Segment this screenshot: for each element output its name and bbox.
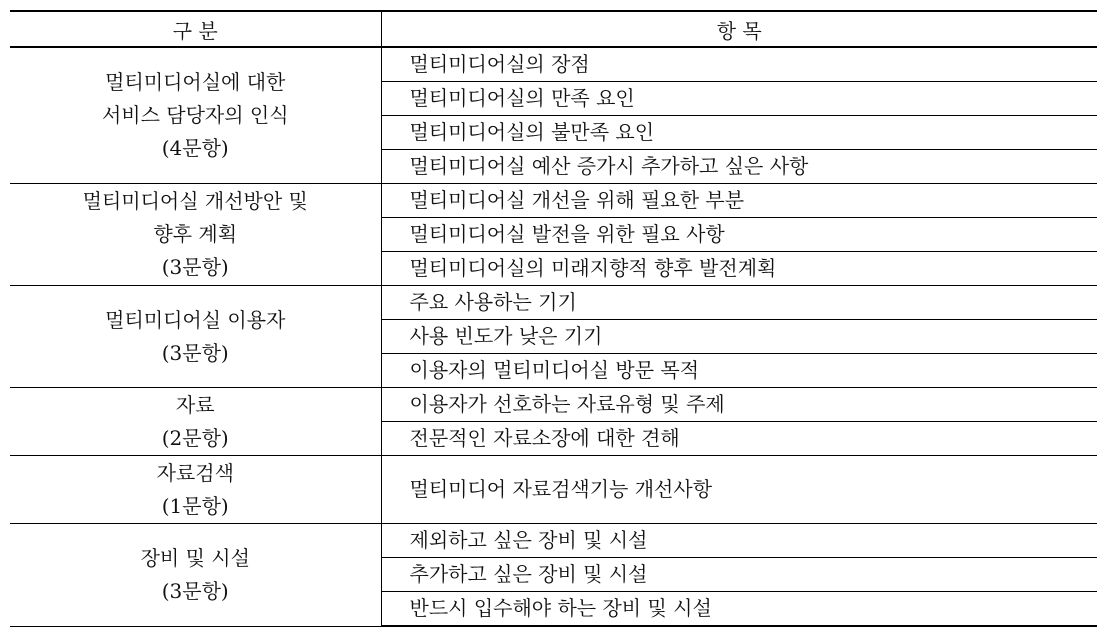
category-label-line: 멀티미디어실에 대한 — [105, 70, 286, 94]
item-cell: 멀티미디어 자료검색기능 개선사항 — [381, 456, 1097, 524]
category-label-line: (3문항) — [161, 340, 229, 365]
item-cell: 이용자가 선호하는 자료유형 및 주제 — [381, 388, 1097, 422]
category-label-line: 자료 — [175, 392, 215, 417]
table-row — [10, 456, 1097, 524]
survey-items-table — [10, 10, 1097, 627]
table-row — [10, 286, 1097, 320]
category-label-line: 장비 및 시설 — [140, 545, 250, 570]
category-label-line: (3문항) — [161, 255, 229, 279]
category-cell — [10, 388, 381, 456]
table-row — [10, 47, 1097, 82]
item-cell: 멀티미디어실 개선을 위해 필요한 부분 — [381, 184, 1097, 218]
category-cell — [10, 524, 381, 627]
table-row — [10, 184, 1097, 218]
table-header-row — [10, 11, 1097, 47]
item-cell: 사용 빈도가 낮은 기기 — [381, 320, 1097, 354]
item-cell: 추가하고 싶은 장비 및 시설 — [381, 558, 1097, 592]
item-cell: 멀티미디어실의 미래지향적 향후 발전계획 — [381, 252, 1097, 286]
category-label-line: (4문항) — [161, 136, 229, 160]
item-cell: 멀티미디어실의 불만족 요인 — [381, 116, 1097, 150]
category-label-line: (3문항) — [161, 578, 229, 603]
category-cell — [10, 184, 381, 286]
category-label-line: 서비스 담당자의 인식 — [101, 103, 289, 127]
item-cell: 멀티미디어실 예산 증가시 추가하고 싶은 사항 — [381, 150, 1097, 184]
table-row — [10, 524, 1097, 558]
category-cell — [10, 456, 381, 524]
item-cell: 멀티미디어실의 장점 — [381, 47, 1097, 82]
category-label-line: (1문항) — [161, 493, 229, 518]
category-label-line: 멀티미디어실 개선방안 및 — [82, 189, 308, 213]
category-label-line: 향후 계획 — [153, 222, 238, 246]
item-cell: 멀티미디어실 발전을 위한 필요 사항 — [381, 218, 1097, 252]
category-cell — [10, 47, 381, 184]
header-category: 구 분 — [10, 11, 381, 47]
category-label-line: (2문항) — [161, 425, 229, 450]
item-cell: 멀티미디어실의 만족 요인 — [381, 82, 1097, 116]
item-cell: 전문적인 자료소장에 대한 견해 — [381, 422, 1097, 456]
category-cell — [10, 286, 381, 388]
item-cell: 반드시 입수해야 하는 장비 및 시설 — [381, 592, 1097, 627]
item-cell: 이용자의 멀티미디어실 방문 목적 — [381, 354, 1097, 388]
category-label-line: 멀티미디어실 이용자 — [105, 307, 286, 332]
item-cell: 주요 사용하는 기기 — [381, 286, 1097, 320]
item-cell: 제외하고 싶은 장비 및 시설 — [381, 524, 1097, 558]
category-label-line: 자료검색 — [156, 460, 234, 485]
table-row — [10, 388, 1097, 422]
table-body — [10, 47, 1097, 626]
header-items: 항 목 — [381, 11, 1097, 47]
